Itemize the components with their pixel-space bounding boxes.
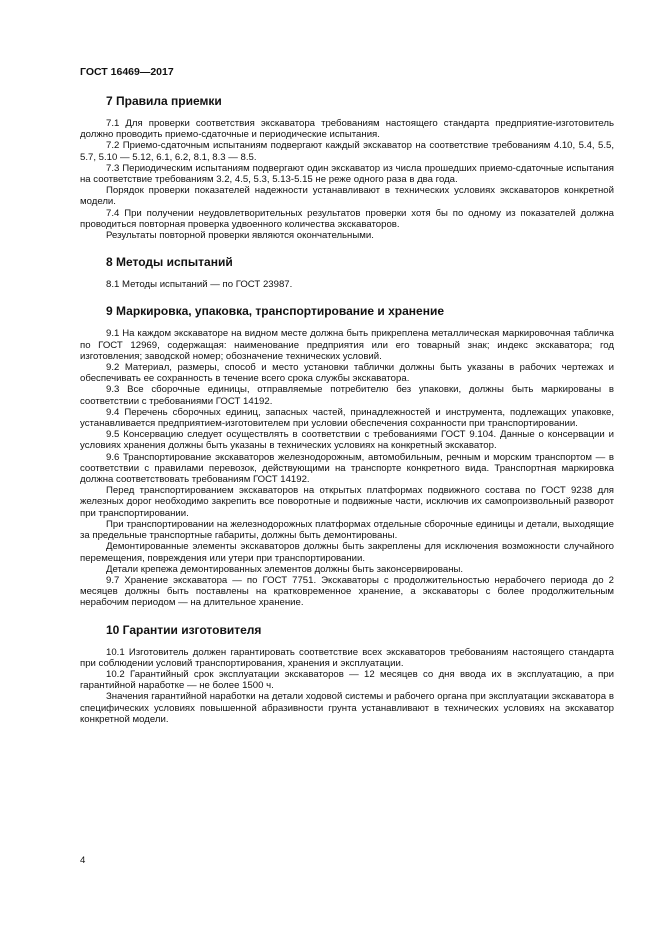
paragraph: 9.1 На каждом экскаваторе на видном месте должна быть прикреплена металлическая маркировочная табличка по ГОСТ 12969, содержащая: наименование предприятия или его товарный знак; индекс экскаватора; год изготовления; заводской номер; обозначение технических условий.: [80, 328, 614, 362]
paragraph: Демонтированные элементы экскаваторов должны быть закреплены для исключения возможности случайного перемещения, повреждения или утери при транспортировании.: [80, 541, 614, 564]
paragraph: Результаты повторной проверки являются окончательными.: [106, 230, 374, 242]
paragraph: 8.1 Методы испытаний — по ГОСТ 23987.: [106, 279, 293, 291]
paragraph: 7.4 При получении неудовлетворительных результатов проверки хотя бы по одному из показателей должна проводиться повторная проверка удвоенного количества экскаваторов.: [80, 207, 614, 230]
paragraph: 9.5 Консервацию следует осуществлять в соответствии с требованиями ГОСТ 9.104. Данные о консервации и условиях хранения должны быть указаны в технических условиях на конкретный экскаватор.: [80, 429, 614, 452]
section-heading: 9 Маркировка, упаковка, транспортирование и хранение: [106, 304, 445, 319]
section-10: [80, 622, 614, 725]
paragraph: 9.6 Транспортирование экскаваторов железнодорожным, автомобильным, речным и морским транспортом — в соответствии с правилами перевозок, действующими на транспорте конкретного вида. Транспортная маркировка должна соответствовать требованиям ГОСТ 14192.: [80, 451, 614, 486]
paragraph: 9.2 Материал, размеры, способ и место установки таблички должны быть указаны в рабочих чертежах и обеспечивать ее сохранность в течение всего срока службы экскаватора.: [80, 362, 614, 385]
paragraph: 9.7 Хранение экскаватора — по ГОСТ 7751. Экскаваторы с продолжительностью нерабочего периода до 2 месяцев должны быть поставлены на кратковременное хранение, а экскаваторы с более продолжительным нерабочим периодом — на длительное хранение.: [80, 574, 614, 609]
paragraph: 9.4 Перечень сборочных единиц, запасных частей, принадлежностей и инструмента, подлежащих упаковке, устанавливается предприятием-изготовителем при условии обеспечения сохранности при транспортировании.: [80, 406, 614, 430]
paragraph: Детали крепежа демонтированных элементов должны быть законсервированы.: [106, 563, 464, 575]
document-header: ГОСТ 16469—2017: [80, 66, 174, 78]
paragraph: Значения гарантийной наработки на детали ходовой системы и рабочего органа при эксплуатации экскаватора в специфических условиях повышенной абразивности грунта устанавливают в технических условиях на экскаватор конкретной модели.: [80, 691, 614, 725]
section-7: [80, 93, 614, 241]
paragraph: 7.1 Для проверки соответствия экскаватора требованиям настоящего стандарта предприятие-изготовитель должно проводить приемо-сдаточные и периодические испытания.: [80, 118, 614, 141]
document-body: [80, 93, 614, 738]
section-9: [80, 303, 614, 608]
paragraph: При транспортировании на железнодорожных платформах отдельные сборочные единицы и детали, выходящие за предельные транспортные габариты, должны быть демонтированы.: [80, 518, 614, 542]
section-8: [80, 254, 614, 290]
paragraph: Перед транспортированием экскаваторов на открытых платформах подвижного состава по ГОСТ 9238 для железных дорог необходимо закрепить все поворотные и подвижные части, исключив их самопроизвольный разворот при транспортировании.: [80, 485, 614, 519]
section-heading: 8 Методы испытаний: [106, 255, 233, 270]
section-heading: 10 Гарантии изготовителя: [106, 622, 262, 637]
paragraph: 7.2 Приемо-сдаточным испытаниям подвергают каждый экскаватор на соответствие требованиям 4.10, 5.4, 5.5, 5.7, 5.10 — 5.12, 6.1, 6.2, 8.1, 8.3 — 8.5.: [80, 140, 614, 163]
paragraph: 10.1 Изготовитель должен гарантировать соответствие всех экскаваторов требованиям настоящего стандарта при соблюдении условий транспортирования, хранения и эксплуатации.: [80, 646, 614, 669]
page-number: 4: [80, 855, 86, 866]
paragraph: Порядок проверки показателей надежности устанавливают в технических условиях экскаваторов конкретной модели.: [80, 185, 614, 208]
paragraph: 10.2 Гарантийный срок эксплуатации экскаваторов — 12 месяцев со дня ввода их в эксплуатацию, а при гарантийной наработке — не более 1500 ч.: [80, 668, 614, 692]
paragraph: 7.3 Периодическим испытаниям подвергают один экскаватор из числа прошедших приемо-сдаточные испытания на соответствие требованиям 3.2, 4.5, 5.3, 5.13-5.15 не реже одного раза в два года.: [80, 162, 614, 186]
paragraph: 9.3 Все сборочные единицы, отправляемые потребителю без упаковки, должны быть маркированы в соответствии с требованиями ГОСТ 14192.: [80, 384, 614, 407]
section-heading: 7 Правила приемки: [106, 94, 222, 108]
